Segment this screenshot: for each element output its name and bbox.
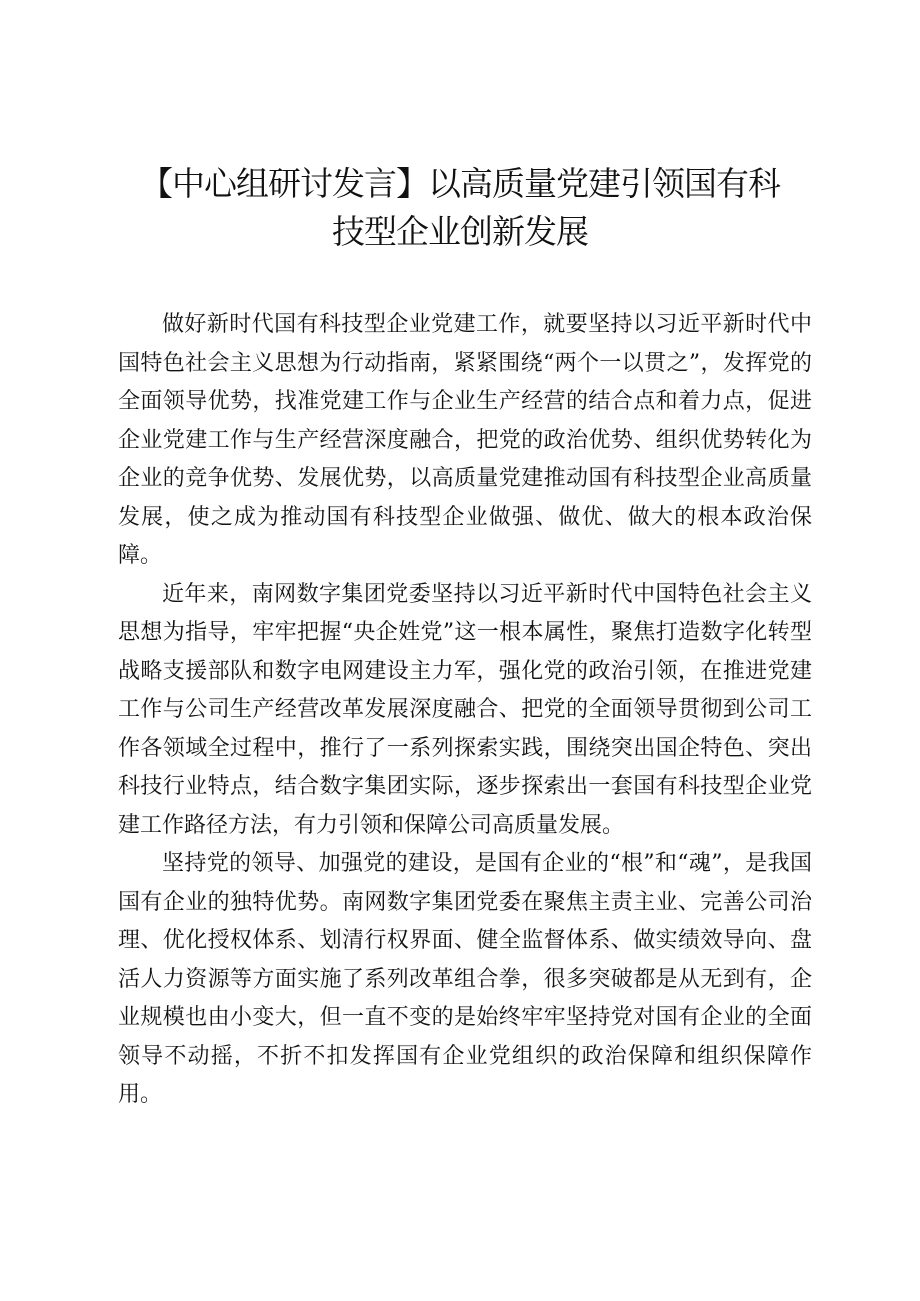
- paragraph-1: 做好新时代国有科技型企业党建工作，就要坚持以习近平新时代中国特色社会主义思想为行动指南，紧紧围绕“两个一以贯之”，发挥党的全面领导优势，找准党建工作与企业生产经营的结合点和着力点，促进企业党建工作与生产经营深度融合，把党的政治优势、组织优势转化为企业的竞争优势、发展优势，以高质量党建推动国有科技型企业高质量发展，使之成为推动国有科技型企业做强、做优、做大的根本政治保障。: [118, 312, 812, 568]
- title-line-2: 技型企业创新发展: [332, 212, 588, 251]
- title-line-1: 【中心组研讨发言】以高质量党建引领国有科: [140, 164, 780, 203]
- document-title: [110, 160, 810, 256]
- document-body: [118, 306, 812, 1115]
- paragraph-2: 近年来，南网数字集团党委坚持以习近平新时代中国特色社会主义思想为指导，牢牢把握“央企姓党”这一根本属性，聚焦打造数字化转型战略支援部队和数字电网建设主力军，强化党的政治引领，在推进党建工作与公司生产经营改革发展深度融合、把党的全面领导贯彻到公司工作各领域全过程中，推行了一系列探索实践，围绕突出国企特色、突出科技行业特点，结合数字集团实际，逐步探索出一套国有科技型企业党建工作路径方法，有力引领和保障公司高质量发展。: [118, 581, 812, 838]
- paragraph-3: 坚持党的领导、加强党的建设，是国有企业的“根”和“魂”，是我国国有企业的独特优势。南网数字集团党委在聚焦主责主业、完善公司治理、优化授权体系、划清行权界面、健全监督体系、做实绩效导向、盘活人力资源等方面实施了系列改革组合拳，很多突破都是从无到有，企业规模也由小变大，但一直不变的是始终牢牢坚持党对国有企业的全面领导不动摇，不折不扣发挥国有企业党组织的政治保障和组织保障作用。: [118, 851, 812, 1107]
